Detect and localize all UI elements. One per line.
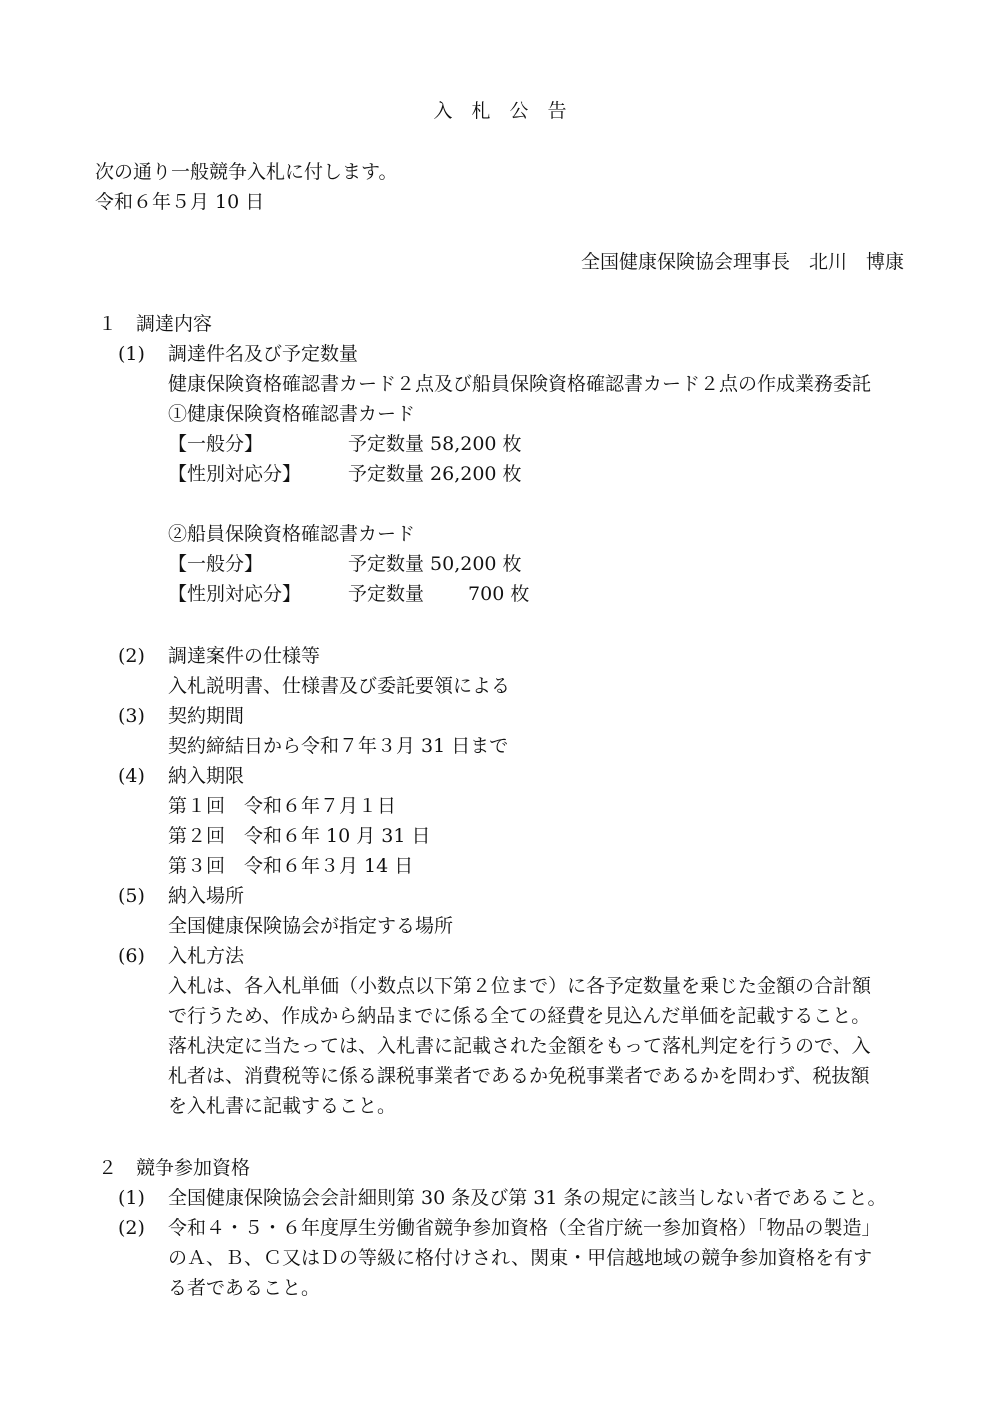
issuer-name: 全国健康保険協会理事長 北川 博康 — [580, 251, 904, 273]
card-name: ①健康保険資格確認書カード — [168, 403, 416, 425]
paragraph-line: 入札は、各入札単価（小数点以下第２位まで）に各予定数量を乗じた金額の合計額 — [168, 975, 872, 997]
item-number: (1) — [118, 343, 145, 365]
quantity-value: 予定数量 26,200 枚 — [348, 463, 522, 485]
item-body: 全国健康保険協会会計細則第 30 条及び第 31 条の規定に該当しない者であること。 — [168, 1187, 887, 1209]
announcement-date: 令和６年５月 10 日 — [95, 191, 265, 213]
item-body: 全国健康保険協会が指定する場所 — [168, 915, 454, 937]
item-body: 契約締結日から令和７年３月 31 日まで — [168, 735, 509, 757]
item-title: 納入場所 — [168, 885, 245, 907]
item-number: (4) — [118, 765, 145, 787]
delivery-deadline: 第１回 令和６年７月１日 — [168, 795, 397, 817]
quantity-value: 予定数量 50,200 枚 — [348, 553, 522, 575]
document-title: 入 札 公 告 — [433, 100, 567, 122]
quantity-value: 予定数量 58,200 枚 — [348, 433, 522, 455]
paragraph-line: 令和４・５・６年度厚生労働省競争参加資格（全省庁統一参加資格）「物品の製造」 — [168, 1217, 881, 1239]
item-body: 入札説明書、仕様書及び委託要領による — [168, 675, 511, 697]
item-title: 契約期間 — [168, 705, 245, 727]
quantity-label: 【性別対応分】 — [168, 463, 302, 485]
paragraph-line: 札者は、消費税等に係る課税事業者であるか免税事業者であるかを問わず、税抜額 — [168, 1065, 870, 1087]
item-title: 納入期限 — [168, 765, 245, 787]
section1-heading: １ 調達内容 — [98, 313, 213, 335]
intro-text: 次の通り一般競争入札に付します。 — [95, 161, 398, 183]
item-number: (2) — [118, 645, 145, 667]
item-number: (3) — [118, 705, 145, 727]
section2-heading: ２ 競争参加資格 — [98, 1157, 251, 1179]
procurement-subject: 健康保険資格確認書カード２点及び船員保険資格確認書カード２点の作成業務委託 — [168, 373, 872, 395]
quantity-label: 【一般分】 — [168, 433, 264, 455]
delivery-deadline: 第３回 令和６年３月 14 日 — [168, 855, 414, 877]
item-title: 調達案件の仕様等 — [168, 645, 321, 667]
item-number: (6) — [118, 945, 145, 967]
card-name: ②船員保険資格確認書カード — [168, 523, 416, 545]
item-number: (2) — [118, 1217, 145, 1239]
quantity-label: 【一般分】 — [168, 553, 264, 575]
quantity-label: 【性別対応分】 — [168, 583, 302, 605]
paragraph-line: 落札決定に当たっては、入札書に記載された金額をもって落札判定を行うので、入 — [168, 1035, 871, 1057]
paragraph-line: る者であること。 — [168, 1277, 321, 1299]
paragraph-line: で行うため、作成から納品までに係る全ての経費を見込んだ単価を記載すること。 — [168, 1005, 871, 1027]
item-title: 調達件名及び予定数量 — [168, 343, 359, 365]
paragraph-line: のＡ、Ｂ、Ｃ又はＤの等級に格付けされ、関東・甲信越地域の競争参加資格を有す — [168, 1247, 873, 1269]
item-title: 入札方法 — [168, 945, 245, 967]
delivery-deadline: 第２回 令和６年 10 月 31 日 — [168, 825, 431, 847]
quantity-value: 予定数量 700 枚 — [348, 583, 530, 605]
item-number: (1) — [118, 1187, 145, 1209]
paragraph-line: を入札書に記載すること。 — [168, 1095, 397, 1117]
item-number: (5) — [118, 885, 145, 907]
